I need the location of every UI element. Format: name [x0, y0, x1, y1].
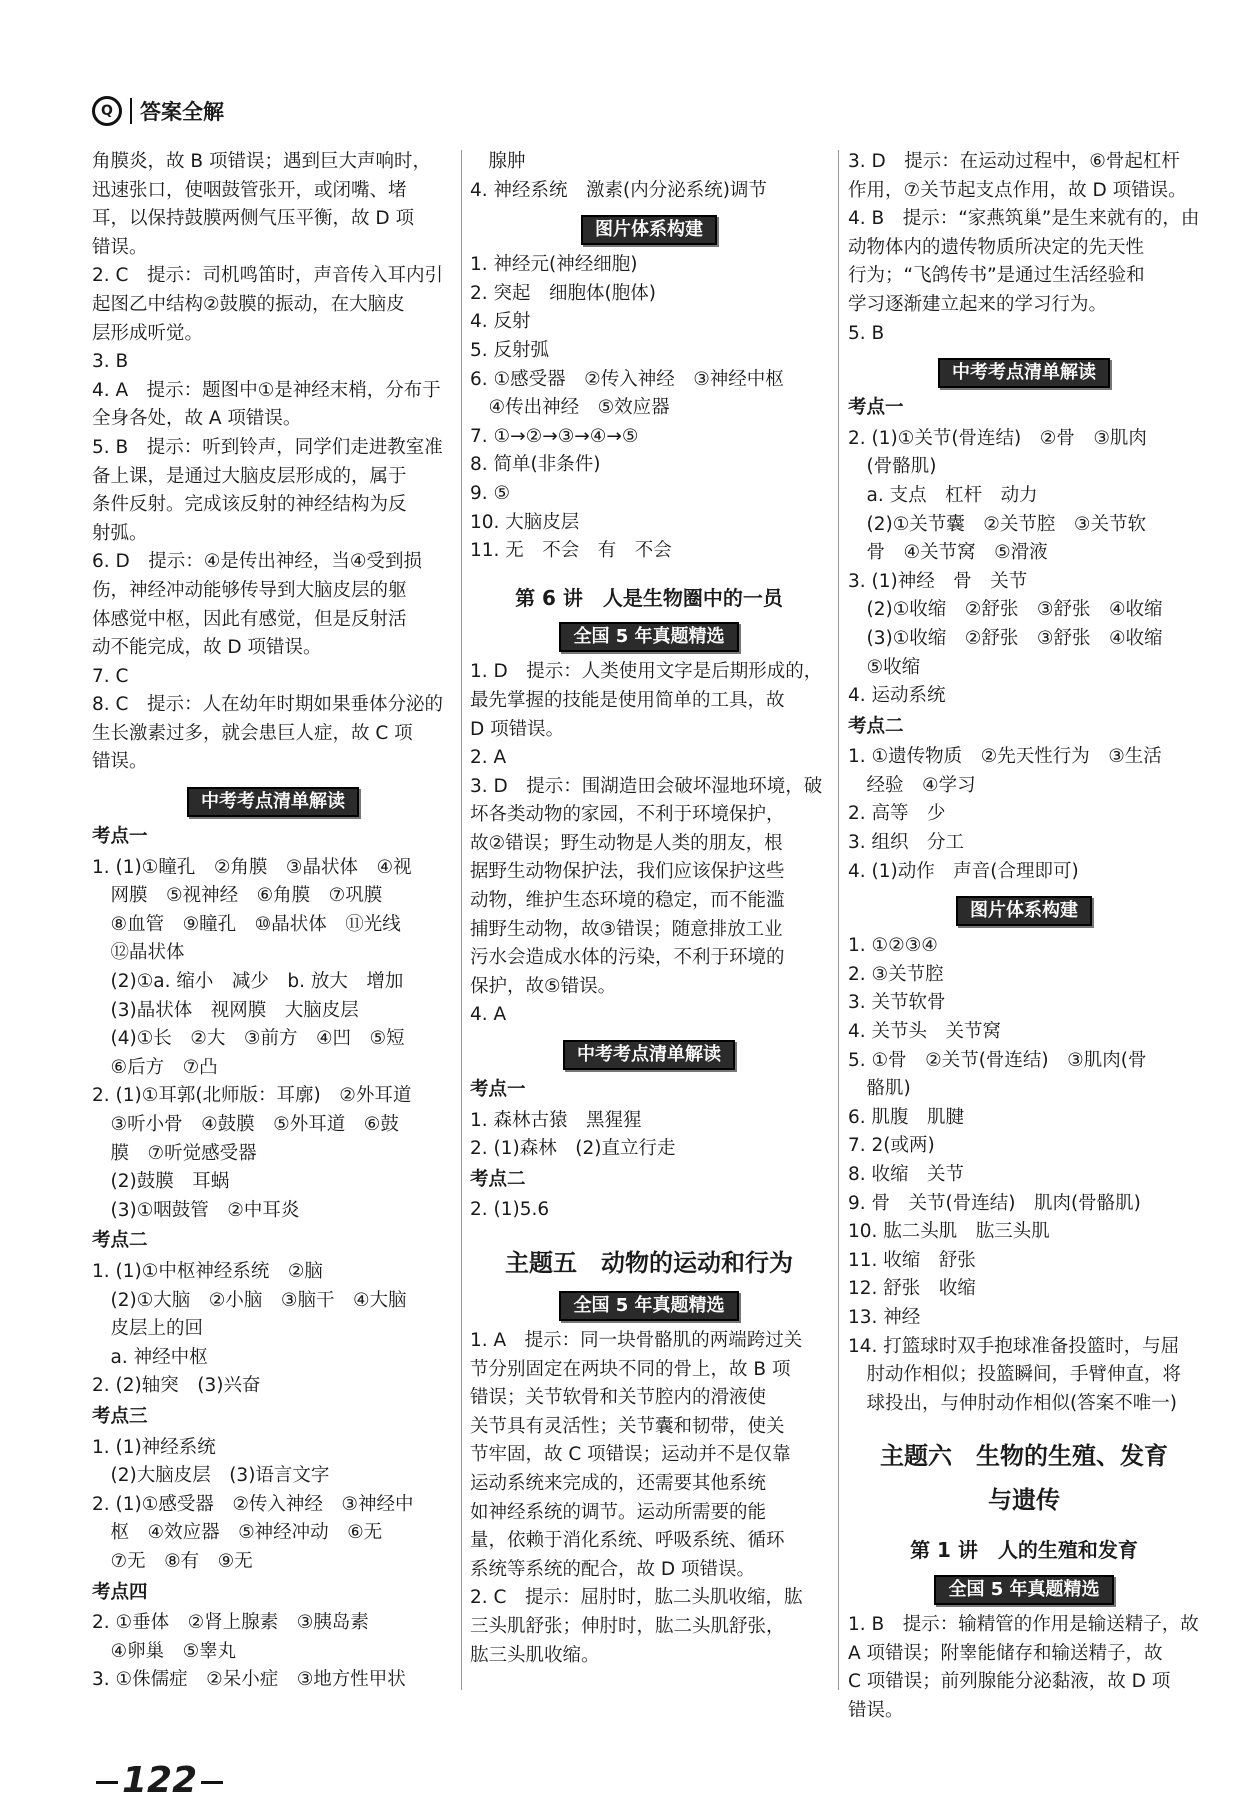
answer-line: 错误。 — [92, 751, 148, 773]
answer-line: 坏各类动物的家园，不利于环境保护， — [470, 804, 785, 826]
answer-line: 2. 高等 少 — [848, 803, 946, 825]
answer-line: 4. A 提示：题图中①是神经末梢，分布于 — [92, 379, 441, 401]
section-banner-label: 中考考点清单解读 — [938, 358, 1110, 388]
answer-line: 3. 关节软骨 — [848, 992, 946, 1014]
answer-line: 12. 舒张 收缩 — [848, 1278, 976, 1300]
answer-line: 球投出，与伸肘动作相似(答案不唯一) — [848, 1392, 1177, 1414]
answer-line: 据野生动物保护法，我们应该保护这些 — [470, 861, 785, 883]
answer-line: 运动系统来完成的，还需要其他系统 — [470, 1472, 767, 1494]
subsection-heading: 考点四 — [92, 1581, 148, 1603]
answer-line: 9. 骨 关节(骨连结) 肌肉(骨骼肌) — [848, 1192, 1141, 1214]
answer-line: (2)①收缩 ②舒张 ③舒张 ④收缩 — [848, 599, 1163, 621]
answer-line: 6. 肌腹 肌腱 — [848, 1106, 965, 1128]
section-banner — [470, 1040, 828, 1070]
answer-line: 污水会造成水体的污染，不利于环境的 — [470, 947, 785, 969]
answer-line: 3. ①侏儒症 ②呆小症 ③地方性甲状 — [92, 1669, 406, 1691]
answer-line: ⑧血管 ⑨瞳孔 ⑩晶状体 ⑪光线 — [92, 913, 401, 935]
answer-line: ⑦无 ⑧有 ⑨无 — [92, 1550, 253, 1572]
answer-line: 膜 ⑦听觉感受器 — [92, 1142, 257, 1164]
answer-line: 2. (1)①耳郭(北师版：耳廓) ②外耳道 — [92, 1085, 412, 1107]
section-banner — [848, 896, 1200, 926]
answer-line: 6. D 提示：④是传出神经，当④受到损 — [92, 551, 422, 573]
brand-logo-icon: Q — [92, 96, 122, 126]
lecture-heading: 第 6 讲 人是生物圈中的一员 — [515, 585, 783, 610]
answer-line: 骨 ④关节窝 ⑤滑液 — [848, 542, 1048, 564]
answer-line: 肱三头肌收缩。 — [470, 1644, 600, 1666]
answer-line: 备上课，是通过大脑皮层形成的，属于 — [92, 465, 407, 487]
answer-line: 3. (1)神经 骨 关节 — [848, 570, 1028, 592]
answer-line: A 项错误；附睾能储存和输送精子，故 — [848, 1642, 1163, 1664]
column-divider — [461, 150, 462, 1690]
page-header — [92, 96, 224, 126]
answer-line: 1. 神经元(神经细胞) — [470, 254, 638, 276]
answer-line: 10. 大脑皮层 — [470, 511, 580, 533]
answer-line: 错误。 — [848, 1699, 904, 1721]
answer-line: ④卵巢 ⑤睾丸 — [92, 1640, 237, 1662]
answer-line: 7. 2(或两) — [848, 1135, 935, 1157]
answer-line: 2. (2)轴突 (3)兴奋 — [92, 1375, 261, 1397]
answer-line: (2)①大脑 ②小脑 ③脑干 ④大脑 — [92, 1289, 407, 1311]
answer-line: ③听小骨 ④鼓膜 ⑤外耳道 ⑥鼓 — [92, 1114, 399, 1135]
section-banner-label: 中考考点清单解读 — [187, 787, 359, 817]
answer-line: 故②错误；野生动物是人类的朋友，根 — [470, 832, 783, 854]
answer-line: 10. 肱二头肌 肱三头肌 — [848, 1221, 1050, 1243]
answer-line: 三头肌舒张；伸肘时，肱二头肌舒张， — [470, 1615, 785, 1637]
answer-line: 2. ①垂体 ②肾上腺素 ③胰岛素 — [92, 1612, 369, 1634]
answer-line: (3)①咽鼓管 ②中耳炎 — [92, 1199, 300, 1221]
answer-line: 8. 简单(非条件) — [470, 454, 601, 476]
answer-line: (4)①长 ②大 ③前方 ④凹 ⑤短 — [92, 1028, 405, 1050]
topic-heading-cont: 与遗传 — [988, 1486, 1060, 1515]
answer-line: 错误。 — [92, 236, 148, 258]
answer-line: (3)①收缩 ②舒张 ③舒张 ④收缩 — [848, 627, 1163, 649]
answer-line: 5. 反射弧 — [470, 339, 550, 361]
section-banner — [470, 215, 828, 245]
answer-line: 2. 突起 细胞体(胞体) — [470, 282, 656, 304]
answer-line: ⑥后方 ⑦凸 — [92, 1056, 218, 1078]
answer-line: 作用，⑦关节起支点作用，故 D 项错误。 — [848, 179, 1187, 201]
answer-line: 11. 无 不会 有 不会 — [470, 540, 672, 562]
answer-line: 节分别固定在两块不同的骨上，故 B 项 — [470, 1358, 791, 1380]
answer-line: 7. ①→②→③→④→⑤ — [470, 425, 639, 447]
answer-line: 1. B 提示：输精管的作用是输送精子，故 — [848, 1613, 1199, 1635]
answer-line: 1. ①遗传物质 ②先天性行为 ③生活 — [848, 746, 1162, 768]
answer-line: (3)晶状体 视网膜 大脑皮层 — [92, 999, 359, 1021]
answer-line: (2)①关节囊 ②关节腔 ③关节软 — [848, 513, 1146, 535]
answer-line: 层形成听觉。 — [92, 322, 204, 344]
section-banner-label: 中考考点清单解读 — [563, 1040, 735, 1070]
column-middle — [470, 148, 828, 1670]
answer-line: 2. A — [470, 747, 507, 769]
answer-line: 1. 森林古猿 黑猩猩 — [470, 1109, 642, 1131]
answer-line: 3. D 提示：围湖造田会破坏湿地环境，破 — [470, 775, 823, 797]
answer-line: 保护，故⑤错误。 — [470, 975, 617, 997]
answer-line: 骼肌) — [848, 1078, 911, 1100]
answer-line: 8. 收缩 关节 — [848, 1164, 965, 1185]
answer-line: 动物，维护生态环境的稳定，而不能滥 — [470, 890, 785, 912]
answer-line: 肘动作相似；投篮瞬间，手臂伸直，将 — [848, 1364, 1182, 1386]
column-right — [848, 148, 1200, 1725]
answer-line: 2. (1)5.6 — [470, 1199, 550, 1221]
answer-line: 全身各处，故 A 项错误。 — [92, 408, 302, 430]
answer-line: ⑫晶状体 — [92, 942, 185, 964]
subsection-heading: 考点二 — [92, 1230, 148, 1252]
answer-line: 动不能完成，故 D 项错误。 — [92, 637, 322, 659]
lecture-heading: 第 1 讲 人的生殖和发育 — [910, 1538, 1138, 1563]
answer-line: C 项错误；前列腺能分泌黏液，故 D 项 — [848, 1671, 1171, 1693]
answer-line: 3. D 提示：在运动过程中，⑥骨起杠杆 — [848, 151, 1180, 172]
answer-line: 4. (1)动作 声音(合理即可) — [848, 860, 1079, 882]
answer-line: (2)①a. 缩小 减少 b. 放大 增加 — [92, 971, 404, 993]
answer-line: 如神经系统的调节。运动所需要的能 — [470, 1501, 767, 1523]
section-banner — [848, 1575, 1200, 1605]
answer-line: ④传出神经 ⑤效应器 — [470, 397, 670, 419]
answer-line: 耳，以保持鼓膜两侧气压平衡，故 D 项 — [92, 208, 415, 230]
answer-line: D 项错误。 — [470, 718, 565, 740]
answer-line: 系统等系统的配合，故 D 项错误。 — [470, 1558, 756, 1580]
answer-line: 6. ①感受器 ②传入神经 ③神经中枢 — [470, 368, 784, 390]
header-title: 答案全解 — [140, 100, 224, 124]
answer-line: 4. 神经系统 激素(内分泌系统)调节 — [470, 179, 767, 201]
section-banner — [470, 622, 828, 652]
topic-heading: 主题六 生物的生殖、发育 — [880, 1442, 1168, 1471]
answer-line: 3. B — [92, 351, 129, 373]
subsection-heading: 考点一 — [470, 1079, 526, 1101]
section-banner — [470, 1291, 828, 1321]
answer-line: 2. (1)森林 (2)直立行走 — [470, 1138, 676, 1160]
answer-line: a. 神经中枢 — [92, 1346, 208, 1368]
answer-line: 11. 收缩 舒张 — [848, 1249, 976, 1271]
answer-line: 1. (1)神经系统 — [92, 1436, 216, 1458]
answer-line: 条件反射。完成该反射的神经结构为反 — [92, 494, 407, 516]
section-banner — [92, 787, 454, 817]
answer-line: 捕野生动物，故③错误；随意排放工业 — [470, 918, 783, 940]
answer-line: 学习逐渐建立起来的学习行为。 — [848, 293, 1108, 315]
answer-line: 错误；关节软骨和关节腔内的滑液使 — [470, 1387, 767, 1409]
answer-line: 2. (1)①感受器 ②传入神经 ③神经中 — [92, 1493, 414, 1515]
answer-line: 经验 ④学习 — [848, 774, 976, 796]
answer-line: 起图乙中结构②鼓膜的振动，在大脑皮 — [92, 293, 405, 315]
answer-line: 2. C 提示：司机鸣笛时，声音传入耳内引 — [92, 265, 443, 287]
answer-line: 3. 组织 分工 — [848, 832, 965, 854]
subsection-heading: 考点三 — [92, 1405, 148, 1427]
answer-line: 2. ③关节腔 — [848, 963, 944, 985]
column-left — [92, 148, 454, 1695]
answer-line: 4. 关节头 关节窝 — [848, 1021, 1002, 1043]
answer-line: 1. (1)①瞳孔 ②角膜 ③晶状体 ④视 — [92, 856, 412, 878]
answer-line: 13. 神经 — [848, 1306, 921, 1328]
answer-line: 14. 打篮球时双手抱球准备投篮时，与屈 — [848, 1335, 1180, 1357]
answer-line: (骨骼肌) — [848, 456, 937, 478]
answer-line: 腺肿 — [470, 151, 526, 172]
column-divider — [838, 150, 839, 1690]
answer-line: 体感觉中枢，因此有感觉，但是反射活 — [92, 608, 407, 630]
answer-line: 4. A — [470, 1004, 507, 1026]
section-banner-label: 全国 5 年真题精选 — [934, 1575, 1113, 1605]
answer-line: 伤，神经冲动能够传导到大脑皮层的躯 — [92, 579, 407, 601]
answer-line: 1. D 提示：人类使用文字是后期形成的， — [470, 661, 823, 683]
section-banner-label: 全国 5 年真题精选 — [559, 622, 738, 652]
answer-line: 角膜炎，故 B 项错误；遇到巨大声响时， — [92, 151, 431, 172]
answer-line: ⑤收缩 — [848, 656, 921, 678]
answer-line: 5. B 提示：听到铃声，同学们走进教室准 — [92, 436, 443, 458]
answer-line: 量，依赖于消化系统、呼吸系统、循环 — [470, 1530, 785, 1552]
answer-line: 8. C 提示：人在幼年时期如果垂体分泌的 — [92, 694, 443, 716]
topic-heading: 主题五 动物的运动和行为 — [505, 1249, 793, 1277]
answer-line: 迅速张口，使咽鼓管张开，或闭嘴、堵 — [92, 179, 407, 201]
subsection-heading: 考点二 — [470, 1168, 526, 1190]
section-banner-label: 图片体系构建 — [581, 215, 717, 245]
answer-line: 4. 运动系统 — [848, 685, 946, 707]
page-number: 122 — [92, 1760, 227, 1801]
answer-line: 5. ①骨 ②关节(骨连结) ③肌肉(骨 — [848, 1049, 1147, 1071]
answer-line: 动物体内的遗传物质所决定的先天性 — [848, 236, 1145, 258]
answer-line: 1. ①②③④ — [848, 935, 938, 957]
answer-line: 4. 反射 — [470, 311, 531, 333]
answer-line: 射弧。 — [92, 522, 148, 544]
answer-line: 网膜 ⑤视神经 ⑥角膜 ⑦巩膜 — [92, 885, 383, 907]
answer-line: 2. C 提示：屈肘时，肱二头肌收缩，肱 — [470, 1587, 803, 1609]
answer-line: 节牢固，故 C 项错误；运动并不是仅靠 — [470, 1444, 791, 1466]
answer-line: 皮层上的回 — [92, 1318, 204, 1340]
answer-line: 最先掌握的技能是使用简单的工具，故 — [470, 689, 785, 711]
answer-line: 4. B 提示：“家燕筑巢”是生来就有的，由 — [848, 208, 1200, 230]
subsection-heading: 考点一 — [92, 826, 148, 848]
section-banner — [848, 358, 1200, 388]
answer-line: a. 支点 杠杆 动力 — [848, 484, 1038, 506]
section-banner-label: 图片体系构建 — [956, 896, 1092, 926]
answer-line: 行为；“飞鸽传书”是通过生活经验和 — [848, 265, 1145, 287]
subsection-heading: 考点一 — [848, 397, 904, 419]
answer-line: 7. C — [92, 665, 129, 687]
header-divider — [130, 98, 132, 124]
answer-line: 9. ⑤ — [470, 482, 511, 504]
answer-line: 枢 ④效应器 ⑤神经冲动 ⑥无 — [92, 1522, 383, 1544]
subsection-heading: 考点二 — [848, 715, 904, 737]
answer-line: 5. B — [848, 322, 885, 344]
answer-line: 1. (1)①中枢神经系统 ②脑 — [92, 1260, 323, 1282]
section-banner-label: 全国 5 年真题精选 — [559, 1291, 738, 1321]
answer-line: (2)鼓膜 耳蜗 — [92, 1171, 230, 1193]
answer-line: (2)大脑皮层 (3)语言文字 — [92, 1465, 330, 1487]
answer-line: 生长激素过多，就会患巨人症，故 C 项 — [92, 722, 413, 744]
answer-line: 1. A 提示：同一块骨骼肌的两端跨过关 — [470, 1330, 803, 1351]
answer-line: 关节具有灵活性；关节囊和韧带，使关 — [470, 1415, 785, 1437]
answer-line: 2. (1)①关节(骨连结) ②骨 ③肌肉 — [848, 427, 1147, 449]
